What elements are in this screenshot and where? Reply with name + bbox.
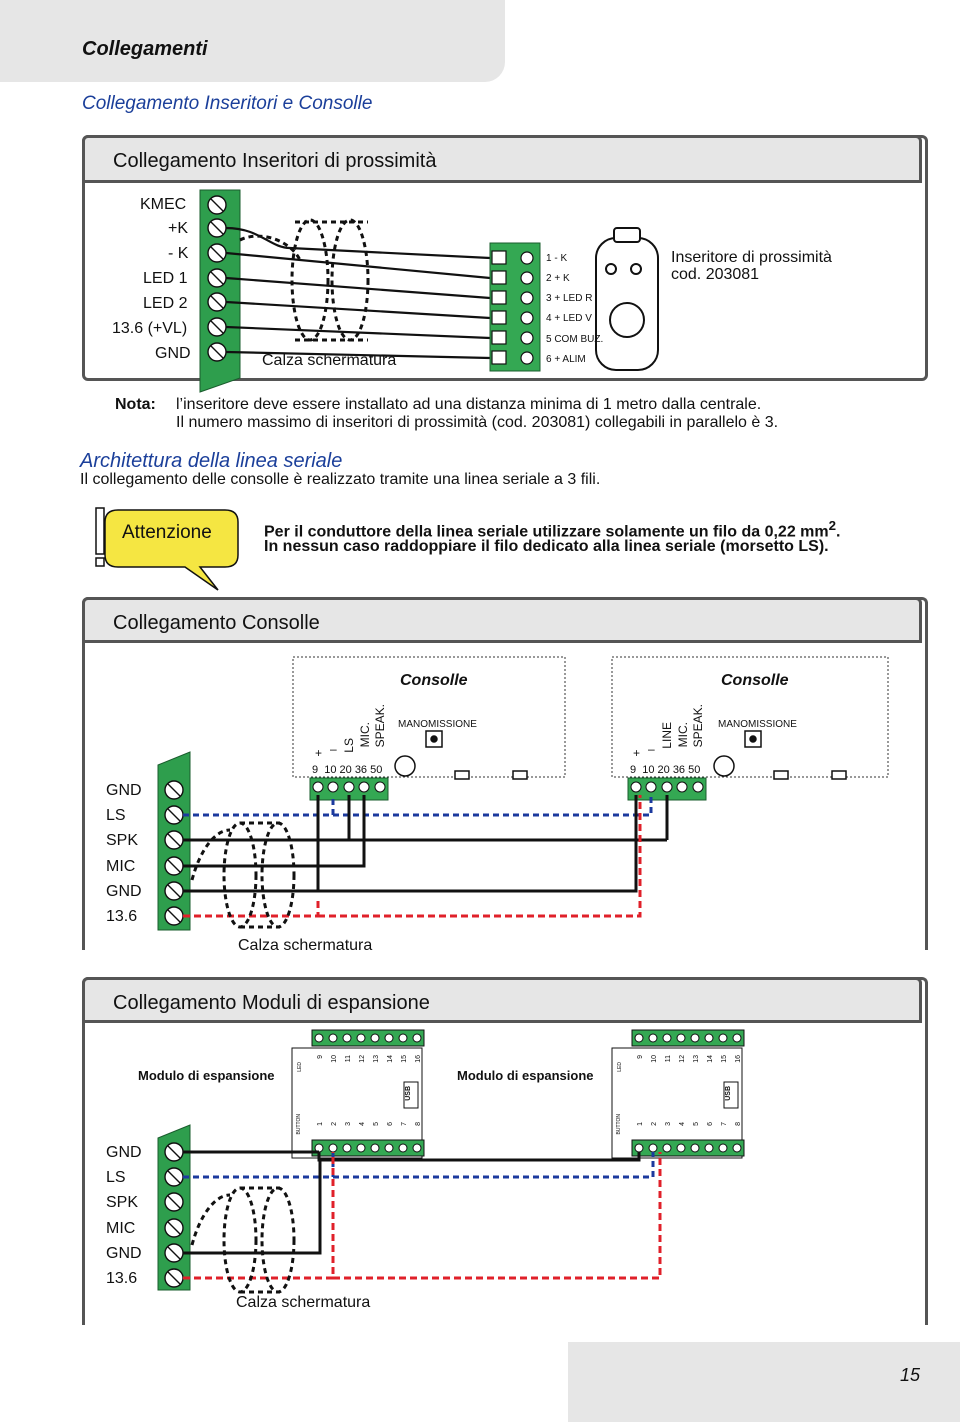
- page-title: Collegamenti: [82, 38, 208, 60]
- pin-plus-2: +: [633, 746, 641, 760]
- warning-line-1: Per il conduttore della linea seriale utilizzare solamente un filo da 0,22 mm: [264, 523, 829, 541]
- m1-bot-7: 7: [401, 1122, 408, 1126]
- m1-top-13: 13: [373, 1055, 380, 1063]
- warning-line-1-end: .: [836, 523, 841, 541]
- m2-bot-4: 4: [679, 1122, 686, 1126]
- m2-bot-7: 7: [721, 1122, 728, 1126]
- m1-bot-5: 5: [373, 1122, 380, 1126]
- module2-led: LED: [617, 1062, 623, 1072]
- m2-top-10: 10: [651, 1055, 658, 1063]
- sec3-terminal-ls: LS: [106, 1169, 126, 1186]
- sec2-terminal-gnd: GND: [106, 782, 142, 799]
- m2-top-15: 15: [721, 1055, 728, 1063]
- module-label-5: 5 COM BUZ.: [546, 334, 604, 345]
- section-moduli-frame: [82, 977, 928, 1325]
- terminal-label-gnd: GND: [155, 345, 191, 362]
- pin-line-2: LINE: [660, 722, 674, 749]
- proximity-reader-device: [596, 228, 658, 370]
- device-name: Inseritore di prossimità: [671, 249, 832, 266]
- arch-text: Il collegamento delle consolle è realizzato tramite una linea seriale a 3 fili.: [80, 471, 601, 488]
- sec2-terminal-mic: MIC: [106, 858, 136, 875]
- sec3-terminal-13-6: 13.6: [106, 1270, 138, 1287]
- shield-label-2: Calza schermatura: [238, 937, 373, 954]
- consolle-manual-2: MANOMISSIONE: [718, 719, 797, 730]
- terminal-label-kmec: KMEC: [140, 196, 187, 213]
- m2-bot-2: 2: [651, 1122, 658, 1126]
- pin-speak-1: SPEAK.: [373, 704, 387, 748]
- m1-bot-6: 6: [387, 1122, 394, 1126]
- m2-top-12: 12: [679, 1055, 686, 1063]
- nota-label: Nota:: [115, 396, 156, 413]
- section-consolle-frame: [82, 597, 928, 950]
- pin-mic-1: MIC.: [358, 722, 372, 748]
- module-title-2: Modulo di espansione: [457, 1068, 594, 1083]
- m2-bot-1: 1: [637, 1122, 644, 1126]
- device-code: cod. 203081: [671, 266, 760, 283]
- warning-line-2: In nessun caso raddoppiare il filo dedicato alla linea seriale (morsetto LS).: [264, 538, 829, 555]
- sec2-terminal-ls: LS: [106, 807, 126, 824]
- m2-bot-3: 3: [665, 1122, 672, 1126]
- m1-top-11: 11: [345, 1055, 352, 1063]
- module-label-2: 2 + K: [546, 273, 570, 284]
- sec3-terminal-gnd: GND: [106, 1144, 142, 1161]
- nota-line-1: l’inseritore deve essere installato ad una distanza minima di 1 metro dalla centrale.: [176, 396, 762, 413]
- pin-mic-2: MIC.: [676, 722, 690, 748]
- section-moduli-title: Collegamento Moduli di espansione: [113, 992, 430, 1014]
- m2-top-11: 11: [665, 1055, 672, 1063]
- m1-top-15: 15: [401, 1055, 408, 1063]
- arch-title: Architettura della linea seriale: [80, 450, 343, 472]
- pin-plus-1: +: [315, 746, 323, 760]
- m2-top-16: 16: [735, 1055, 742, 1063]
- pin-minus-2: –: [648, 742, 655, 756]
- sec2-terminal-gnd2: GND: [106, 883, 142, 900]
- module-label-3: 3 + LED R: [546, 293, 593, 304]
- pin-speak-2: SPEAK.: [691, 704, 705, 748]
- m1-top-10: 10: [331, 1055, 338, 1063]
- terminal-label-minus-k: - K: [168, 245, 189, 262]
- pin-ls-1: LS: [342, 738, 356, 753]
- pin-minus-1: –: [330, 742, 337, 756]
- sec3-terminal-mic: MIC: [106, 1220, 136, 1237]
- terminal-label-led2: LED 2: [143, 295, 188, 312]
- m1-bot-1: 1: [317, 1122, 324, 1126]
- module1-usb: USB: [405, 1086, 412, 1101]
- sec2-terminal-spk: SPK: [106, 832, 139, 849]
- consolle-title-2: Consolle: [721, 672, 789, 689]
- warning-label: Attenzione: [122, 522, 212, 543]
- consolle-numbers-2: 9 10 20 36 50: [630, 764, 701, 776]
- terminal-label-vl: 13.6 (+VL): [112, 320, 188, 337]
- m1-top-12: 12: [359, 1055, 366, 1063]
- module2-button: BUTTON: [616, 1114, 622, 1135]
- shield-label-1: Calza schermatura: [262, 352, 397, 369]
- m1-top-14: 14: [387, 1055, 394, 1063]
- m1-bot-2: 2: [331, 1122, 338, 1126]
- section-consolle-title: Collegamento Consolle: [113, 612, 320, 634]
- m2-top-13: 13: [693, 1055, 700, 1063]
- shield-label-3: Calza schermatura: [236, 1294, 371, 1311]
- warning-sup: 2: [828, 518, 837, 533]
- m2-top-9: 9: [637, 1055, 644, 1059]
- sec3-terminal-spk: SPK: [106, 1194, 139, 1211]
- terminal-label-led1: LED 1: [143, 270, 188, 287]
- m1-top-9: 9: [317, 1055, 324, 1059]
- terminal-label-plus-k: +K: [168, 220, 189, 237]
- m2-bot-5: 5: [693, 1122, 700, 1126]
- module-label-6: 6 + ALIM: [546, 354, 586, 365]
- module-title-1: Modulo di espansione: [138, 1068, 275, 1083]
- sec2-terminal-13-6: 13.6: [106, 908, 138, 925]
- page-subtitle: Collegamento Inseritori e Consolle: [82, 93, 373, 114]
- module1-button: BUTTON: [296, 1114, 302, 1135]
- warning-bubble: [96, 508, 238, 590]
- consolle-manual-1: MANOMISSIONE: [398, 719, 477, 730]
- module-label-1: 1 - K: [546, 253, 568, 264]
- module-label-4: 4 + LED V: [546, 313, 592, 324]
- m1-top-16: 16: [415, 1055, 422, 1063]
- sec3-terminal-gnd2: GND: [106, 1245, 142, 1262]
- m1-bot-8: 8: [415, 1122, 422, 1126]
- section-inseritori-title: Collegamento Inseritori di prossimità: [113, 150, 437, 172]
- consolle-numbers-1: 9 10 20 36 50: [312, 764, 383, 776]
- module1-led: LED: [297, 1062, 303, 1072]
- m1-bot-3: 3: [345, 1122, 352, 1126]
- consolle-title-1: Consolle: [400, 672, 468, 689]
- m2-bot-6: 6: [707, 1122, 714, 1126]
- page-number: 15: [900, 1365, 921, 1385]
- module2-usb: USB: [725, 1086, 732, 1101]
- section-consolle-bar: [82, 597, 922, 643]
- m2-bot-8: 8: [735, 1122, 742, 1126]
- section-moduli-bar: [82, 977, 922, 1023]
- nota-line-2: Il numero massimo di inseritori di prossimità (cod. 203081) collegabili in parallelo è 3.: [176, 414, 779, 431]
- m2-top-14: 14: [707, 1055, 714, 1063]
- m1-bot-4: 4: [359, 1122, 366, 1126]
